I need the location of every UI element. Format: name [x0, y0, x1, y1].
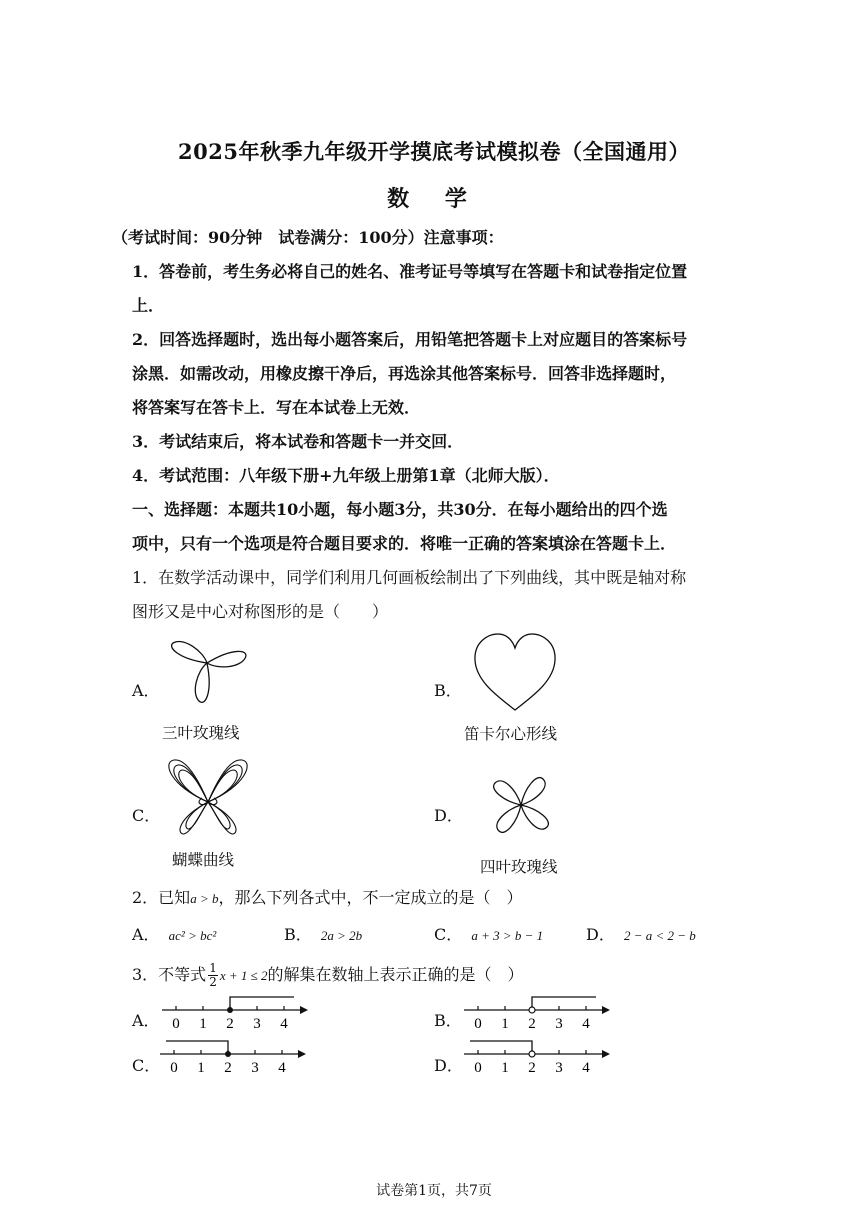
note-4: 4．考试范围：八年级下册+九年级上册第1章（北师大版）． — [132, 466, 560, 485]
note-1-line-2: 上． — [132, 296, 165, 315]
tick-label: 1 — [199, 1016, 207, 1032]
q2-option-a-expr: ac² > bc² — [168, 928, 217, 943]
q2-stem-before: 2．已知 — [132, 888, 191, 907]
note-3: 3．考试结束后，将本试卷和答题卡一并交回． — [132, 432, 464, 451]
butterfly-curve-figure — [160, 756, 256, 842]
q3-frac-num: 1 — [209, 961, 217, 975]
q3-fraction — [208, 962, 218, 989]
q2-option-b-letter: B． — [284, 925, 312, 944]
q3-stem-after: 的解集在数轴上表示正确的是（ ） — [267, 965, 524, 984]
number-line-b — [460, 994, 612, 1034]
q1-option-d-caption: 四叶玫瑰线 — [480, 858, 558, 876]
number-line-a — [158, 994, 310, 1034]
q1-option-d-label[interactable]: D． — [434, 806, 463, 825]
tick-label: 3 — [555, 1016, 563, 1032]
tick-label: 2 — [528, 1016, 536, 1032]
q3-stem — [132, 962, 742, 989]
q2-option-d[interactable] — [586, 922, 696, 945]
q3-option-a-label[interactable]: A． — [132, 1011, 160, 1030]
tick-label: 1 — [501, 1060, 509, 1076]
page-footer: 试卷第1页，共7页 — [376, 1183, 492, 1199]
note-1-line-1: 1．答卷前，考生务必将自己的姓名、准考证号等填写在答题卡和试卷指定位置 — [132, 262, 688, 281]
q2-stem-after: ，那么下列各式中，不一定成立的是（ ） — [218, 888, 523, 907]
tick-label: 3 — [555, 1060, 563, 1076]
q1-option-a-caption: 三叶玫瑰线 — [162, 724, 240, 742]
q3-stem-before: 3．不等式 — [132, 965, 207, 984]
q2-stem — [132, 888, 742, 909]
tick-label: 4 — [582, 1016, 590, 1032]
tick-label: 4 — [278, 1060, 286, 1076]
tick-label: 0 — [172, 1016, 180, 1032]
note-2-line-3: 将答案写在答卡上．写在本试卷上无效． — [132, 398, 421, 417]
note-2-line-2: 涂黑．如需改动，用橡皮擦干净后，再选涂其他答案标号．回答非选择题时， — [132, 364, 677, 383]
q1-stem-line-2: 图形又是中心对称图形的是（ ） — [132, 602, 389, 621]
section-1-line-2: 项中，只有一个选项是符合题目要求的．将唯一正确的答案填涂在答题卡上． — [132, 534, 677, 553]
subject-title: 数 学 — [387, 186, 481, 212]
three-leaf-rose-figure — [158, 628, 254, 710]
note-2-line-1: 2．回答选择题时，选出每小题答案后，用铅笔把答题卡上对应题目的答案标号 — [132, 330, 688, 349]
q3-frac-den: 2 — [209, 975, 217, 989]
q3-stem-math: x + 1 ≤ 2 — [219, 968, 268, 983]
number-line-d — [460, 1038, 612, 1078]
q2-option-d-expr: 2 − a < 2 − b — [623, 928, 696, 943]
q2-option-d-letter: D． — [586, 925, 615, 944]
q2-option-c-expr: a + 3 > b − 1 — [471, 928, 544, 943]
q1-option-c-caption: 蝴蝶曲线 — [172, 851, 235, 869]
tick-label: 2 — [226, 1016, 234, 1032]
tick-label: 0 — [474, 1060, 482, 1076]
q3-option-b-label[interactable]: B． — [434, 1011, 462, 1030]
number-line-c — [156, 1038, 308, 1078]
four-leaf-rose-figure — [486, 770, 556, 840]
tick-label: 3 — [251, 1060, 259, 1076]
tick-label: 0 — [170, 1060, 178, 1076]
q2-option-a-letter: A． — [132, 925, 160, 944]
cardioid-heart-figure — [470, 630, 560, 714]
tick-label: 2 — [528, 1060, 536, 1076]
tick-label: 2 — [224, 1060, 232, 1076]
q1-stem-line-1: 1．在数学活动课中，同学们利用几何画板绘制出了下列曲线，其中既是轴对称 — [132, 568, 687, 587]
exam-title: 2025年秋季九年级开学摸底考试模拟卷（全国通用） — [178, 139, 690, 164]
q1-option-b-label[interactable]: B． — [434, 681, 462, 700]
q1-option-c-label[interactable]: C． — [132, 806, 161, 825]
q2-option-b[interactable] — [284, 922, 362, 945]
q2-option-a[interactable] — [132, 922, 216, 945]
exam-info: （考试时间：90分钟 试卷满分：100分）注意事项： — [112, 228, 504, 247]
section-1-line-1: 一、选择题：本题共10小题，每小题3分，共30分．在每小题给出的四个选 — [132, 500, 668, 519]
tick-label: 1 — [197, 1060, 205, 1076]
tick-label: 3 — [253, 1016, 261, 1032]
q2-option-c[interactable] — [434, 922, 543, 945]
tick-label: 0 — [474, 1016, 482, 1032]
tick-label: 1 — [501, 1016, 509, 1032]
tick-label: 4 — [582, 1060, 590, 1076]
q2-option-b-expr: 2a > 2b — [320, 928, 363, 943]
q1-option-a-label[interactable]: A． — [132, 681, 160, 700]
q3-option-c-label[interactable]: C． — [132, 1056, 161, 1075]
q2-option-c-letter: C． — [434, 925, 463, 944]
q2-stem-math: a > b — [190, 891, 219, 906]
tick-label: 4 — [280, 1016, 288, 1032]
q1-option-b-caption: 笛卡尔心形线 — [464, 725, 558, 743]
q3-option-d-label[interactable]: D． — [434, 1056, 463, 1075]
